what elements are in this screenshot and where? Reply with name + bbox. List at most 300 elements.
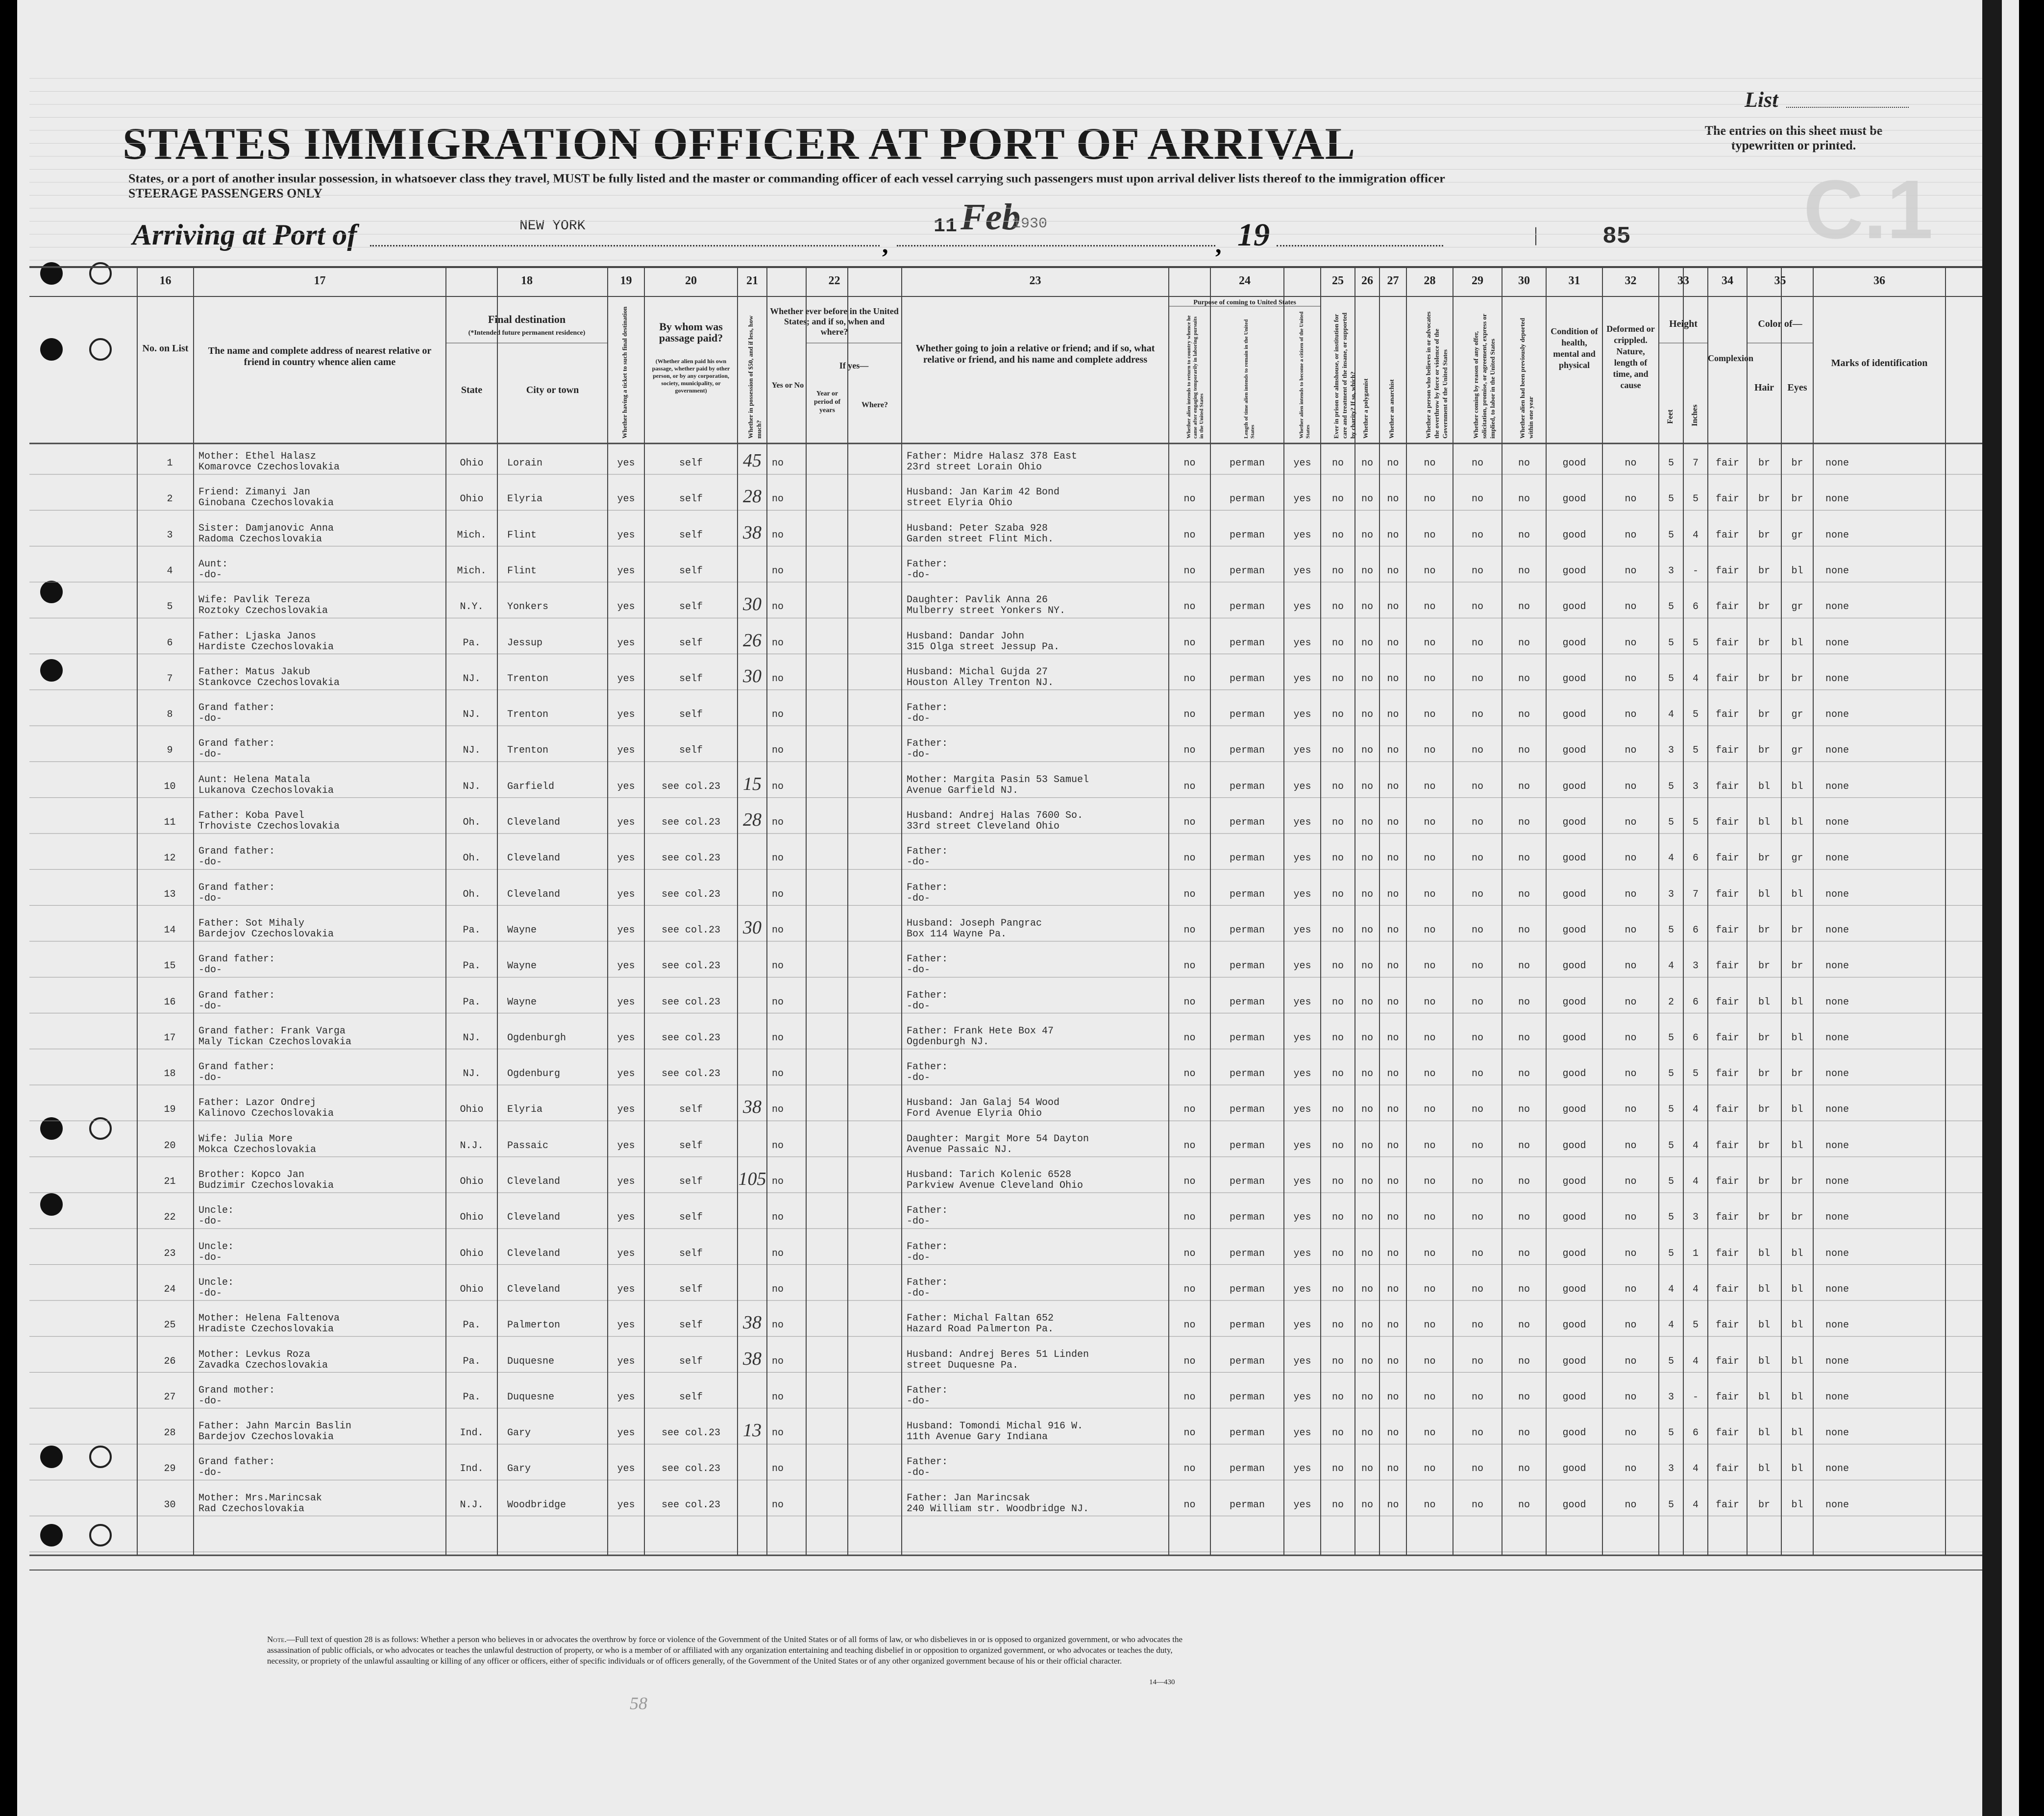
nearest-relative-line2: Bardejov Czechoslovakia — [198, 928, 334, 940]
cell-ret: no — [1183, 529, 1196, 541]
cell-def: no — [1625, 1068, 1637, 1080]
cell-no: 23 — [164, 1248, 176, 1259]
money-amount: 38 — [743, 1312, 762, 1333]
cell-p26: no — [1361, 1212, 1373, 1224]
cell-def: no — [1625, 1391, 1637, 1403]
cell-ft: 5 — [1668, 1068, 1674, 1080]
cell-cit: yes — [1293, 601, 1311, 613]
cell-state: Pa. — [463, 924, 481, 936]
cell-before: no — [772, 673, 784, 685]
joining-relative-line1: Husband: Michal Gujda 27 — [907, 666, 1048, 678]
cell-len: perman — [1229, 601, 1265, 613]
joining-relative-line2: Avenue Garfield NJ. — [907, 785, 1019, 796]
cell-no: 6 — [167, 637, 173, 649]
cell-len: perman — [1229, 1068, 1265, 1080]
cell-ret: no — [1183, 1140, 1196, 1152]
joining-relative-line2: -do- — [907, 1287, 931, 1299]
nearest-relative-line2: Bardejov Czechoslovakia — [198, 1431, 334, 1443]
cell-paid: self — [679, 1248, 703, 1259]
cell-cit: yes — [1293, 853, 1311, 864]
cell-comp: fair — [1715, 1499, 1739, 1511]
cell-state: NJ. — [463, 1032, 481, 1044]
cell-in: - — [1692, 1391, 1699, 1403]
cell-comp: fair — [1715, 1176, 1739, 1187]
cell-cit: yes — [1293, 924, 1311, 936]
cell-in: 4 — [1692, 673, 1699, 685]
cell-ret: no — [1183, 1176, 1196, 1187]
cell-marks: none — [1825, 924, 1849, 936]
nearest-relative-line1: Grand father: — [198, 989, 275, 1001]
cell-ticket: yes — [617, 709, 635, 721]
joining-relative-line2: 23rd street Lorain Ohio — [907, 462, 1042, 473]
cell-health: good — [1562, 458, 1586, 469]
cell-cit: yes — [1293, 493, 1311, 505]
cell-p29: no — [1471, 853, 1483, 864]
cell-p25: no — [1331, 1140, 1344, 1152]
cell-paid: see col.23 — [661, 1499, 721, 1511]
cell-def: no — [1625, 637, 1637, 649]
cell-eyes: br — [1791, 1176, 1803, 1187]
cell-no: 15 — [164, 960, 176, 972]
cell-health: good — [1562, 601, 1586, 613]
cell-len: perman — [1229, 673, 1265, 685]
col36-label: Marks of identification — [1831, 358, 1928, 368]
joining-relative-line1: Father: — [907, 702, 948, 714]
nearest-relative-line1: Grand father: Frank Varga — [198, 1025, 346, 1037]
nearest-relative-line1: Father: Ljaska Janos — [198, 630, 317, 642]
cell-p25: no — [1331, 1248, 1344, 1259]
cell-cit: yes — [1293, 1176, 1311, 1187]
cell-hair: br — [1758, 601, 1770, 613]
year-prefix: 19 — [1237, 217, 1270, 253]
cell-p29: no — [1471, 1320, 1483, 1331]
col19-label: Whether having a ticket to such final destination — [620, 306, 628, 439]
cell-p28: no — [1424, 888, 1436, 900]
cell-eyes: br — [1791, 673, 1803, 685]
cell-p25: no — [1331, 601, 1344, 613]
cell-paid: self — [679, 673, 703, 685]
cell-ret: no — [1183, 637, 1196, 649]
cell-p27: no — [1387, 1176, 1399, 1187]
cell-p28: no — [1424, 817, 1436, 828]
cell-hair: bl — [1758, 1391, 1770, 1403]
cell-ticket: yes — [617, 745, 635, 757]
cell-p27: no — [1387, 493, 1399, 505]
cell-p25: no — [1331, 745, 1344, 757]
cell-in: 5 — [1692, 637, 1699, 649]
nearest-relative-line1: Uncle: — [198, 1241, 234, 1252]
cell-def: no — [1625, 673, 1637, 685]
nearest-relative-line1: Friend: Zimanyi Jan — [198, 487, 311, 498]
cell-p29: no — [1471, 960, 1483, 972]
cell-state: Ohio — [460, 1248, 484, 1259]
cell-cit: yes — [1293, 1032, 1311, 1044]
cell-ticket: yes — [617, 781, 635, 792]
cell-p29: no — [1471, 529, 1483, 541]
cell-ticket: yes — [617, 1355, 635, 1367]
intro-sentence: States, or a port of another insular possession, in whatsoever class they travel, MUST be fully listed and the master or commanding officer of each vessel carrying such passengers must upon arrival deliver lists thereof to the immigration officer — [128, 172, 1445, 186]
cell-health: good — [1562, 1104, 1586, 1116]
cell-before: no — [772, 1391, 784, 1403]
cell-eyes: gr — [1791, 709, 1803, 721]
column-number: 25 — [1332, 274, 1344, 287]
cell-ft: 5 — [1668, 493, 1674, 505]
cell-ticket: yes — [617, 565, 635, 577]
cell-p28: no — [1424, 1068, 1436, 1080]
cell-marks: none — [1825, 1355, 1849, 1367]
cell-p30: no — [1518, 1176, 1530, 1187]
nearest-relative-line2: Komarovce Czechoslovakia — [198, 462, 340, 473]
cell-ret: no — [1183, 960, 1196, 972]
cell-marks: none — [1825, 888, 1849, 900]
cell-state: Pa. — [463, 637, 481, 649]
cell-p26: no — [1361, 1391, 1373, 1403]
cell-p29: no — [1471, 1355, 1483, 1367]
cell-p25: no — [1331, 1320, 1344, 1331]
nearest-relative-line2: Trhoviste Czechoslovakia — [198, 821, 340, 832]
cell-cit: yes — [1293, 1463, 1311, 1475]
port-value: NEW YORK — [519, 219, 586, 234]
cell-ret: no — [1183, 996, 1196, 1008]
cell-cit: yes — [1293, 1140, 1311, 1152]
cell-paid: self — [679, 529, 703, 541]
cell-p29: no — [1471, 1176, 1483, 1187]
cell-paid: self — [679, 637, 703, 649]
cell-p30: no — [1518, 1212, 1530, 1224]
cell-p27: no — [1387, 924, 1399, 936]
nearest-relative-line2: Hradiste Czechoslovakia — [198, 1324, 334, 1335]
cell-eyes: gr — [1791, 529, 1803, 541]
cell-in: 4 — [1692, 1104, 1699, 1116]
nearest-relative-line2: -do- — [198, 892, 222, 904]
cell-ft: 2 — [1668, 996, 1674, 1008]
cell-len: perman — [1229, 1320, 1265, 1331]
nearest-relative-line2: -do- — [198, 749, 222, 761]
cell-no: 13 — [164, 888, 176, 900]
cell-p26: no — [1361, 673, 1373, 685]
footnote — [267, 1634, 1188, 1667]
column-number: 31 — [1568, 274, 1580, 287]
joining-relative-line2: Houston Alley Trenton NJ. — [907, 677, 1054, 688]
cell-before: no — [772, 565, 784, 577]
column-number: 21 — [746, 274, 758, 287]
cell-len: perman — [1229, 924, 1265, 936]
cell-p27: no — [1387, 601, 1399, 613]
nearest-relative-line2: Maly Tickan Czechoslovakia — [198, 1036, 352, 1048]
cell-ft: 5 — [1668, 1499, 1674, 1511]
cell-state: N.J. — [460, 1499, 484, 1511]
cell-p27: no — [1387, 1283, 1399, 1295]
column-number: 16 — [159, 274, 172, 287]
cell-health: good — [1562, 1248, 1586, 1259]
cell-city: Cleveland — [507, 888, 561, 900]
cell-before: no — [772, 745, 784, 757]
cell-p26: no — [1361, 1032, 1373, 1044]
cell-no: 19 — [164, 1104, 176, 1116]
cell-def: no — [1625, 817, 1637, 828]
cell-p25: no — [1331, 529, 1344, 541]
cell-state: NJ. — [463, 1068, 481, 1080]
cell-cit: yes — [1293, 1068, 1311, 1080]
cell-ret: no — [1183, 1355, 1196, 1367]
nearest-relative-line1: Uncle: — [198, 1205, 234, 1217]
cell-in: 3 — [1692, 781, 1699, 792]
cell-ft: 4 — [1668, 1283, 1674, 1295]
joining-relative-line2: -do- — [907, 892, 931, 904]
cell-comp: fair — [1715, 960, 1739, 972]
cell-p26: no — [1361, 709, 1373, 721]
cell-ft: 5 — [1668, 673, 1674, 685]
cell-ret: no — [1183, 1463, 1196, 1475]
cell-p29: no — [1471, 1283, 1483, 1295]
cell-len: perman — [1229, 1104, 1265, 1116]
cell-ticket: yes — [617, 458, 635, 469]
cell-ret: no — [1183, 709, 1196, 721]
cell-in: 4 — [1692, 1463, 1699, 1475]
nearest-relative-line1: Mother: Levkus Roza — [198, 1349, 311, 1360]
cell-state: N.Y. — [460, 601, 484, 613]
cell-def: no — [1625, 1463, 1637, 1475]
cell-paid: see col.23 — [661, 1463, 721, 1475]
cell-p27: no — [1387, 565, 1399, 577]
cell-in: 4 — [1692, 1355, 1699, 1367]
joining-relative-line1: Mother: Margita Pasin 53 Samuel — [907, 774, 1089, 785]
cell-comp: fair — [1715, 1104, 1739, 1116]
cell-no: 7 — [167, 673, 173, 685]
cell-city: Cleveland — [507, 817, 561, 828]
column-number: 28 — [1424, 274, 1436, 287]
cell-comp: fair — [1715, 1032, 1739, 1044]
cell-in: 5 — [1692, 1320, 1699, 1331]
cell-health: good — [1562, 1427, 1586, 1439]
cell-eyes: bl — [1791, 1355, 1803, 1367]
joining-relative-line1: Father: Midre Halasz 378 East — [907, 451, 1078, 462]
cell-in: 6 — [1692, 996, 1699, 1008]
cell-ret: no — [1183, 1499, 1196, 1511]
cell-no: 22 — [164, 1212, 176, 1224]
cell-city: Cleveland — [507, 1176, 561, 1187]
cell-len: perman — [1229, 637, 1265, 649]
nearest-relative-line2: Stankovce Czechoslovakia — [198, 677, 340, 688]
cell-p30: no — [1518, 996, 1530, 1008]
cell-hair: br — [1758, 1212, 1770, 1224]
cell-state: Ohio — [460, 1104, 484, 1116]
nearest-relative-line1: Grand father: — [198, 1061, 275, 1073]
cell-city: Wayne — [507, 924, 537, 936]
cell-state: Ohio — [460, 1283, 484, 1295]
cell-ft: 5 — [1668, 924, 1674, 936]
cell-len: perman — [1229, 1248, 1265, 1259]
cell-p26: no — [1361, 529, 1373, 541]
cell-p25: no — [1331, 565, 1344, 577]
cell-len: perman — [1229, 1176, 1265, 1187]
cell-before: no — [772, 1212, 784, 1224]
cell-p28: no — [1424, 1283, 1436, 1295]
joining-relative-line1: Daughter: Pavlik Anna 26 — [907, 594, 1048, 606]
cell-p25: no — [1331, 673, 1344, 685]
cell-state: Ohio — [460, 1212, 484, 1224]
cell-p30: no — [1518, 1499, 1530, 1511]
form-code: 14—430 — [1149, 1678, 1175, 1686]
steerage-label: STEERAGE PASSENGERS ONLY — [128, 186, 322, 200]
cell-hair: bl — [1758, 996, 1770, 1008]
nearest-relative-line2: -do- — [198, 1000, 222, 1012]
cell-health: good — [1562, 1212, 1586, 1224]
cell-marks: none — [1825, 565, 1849, 577]
cell-p26: no — [1361, 960, 1373, 972]
cell-paid: self — [679, 1104, 703, 1116]
cell-health: good — [1562, 709, 1586, 721]
joining-relative-line1: Husband: Jan Karim 42 Bond — [907, 487, 1060, 498]
cell-state: Oh. — [463, 853, 481, 864]
cell-p26: no — [1361, 1355, 1373, 1367]
col24-label: Purpose of coming to United States — [1193, 299, 1296, 306]
cell-p26: no — [1361, 853, 1373, 864]
cell-eyes: bl — [1791, 996, 1803, 1008]
cell-p27: no — [1387, 1104, 1399, 1116]
nearest-relative-line2: -do- — [198, 713, 222, 725]
cell-p27: no — [1387, 1248, 1399, 1259]
joining-relative-line2: -do- — [907, 964, 931, 976]
cell-p26: no — [1361, 493, 1373, 505]
nearest-relative-line1: Wife: Pavlik Tereza — [198, 594, 311, 606]
cell-in: 3 — [1692, 960, 1699, 972]
cell-before: no — [772, 601, 784, 613]
cell-cit: yes — [1293, 709, 1311, 721]
cell-eyes: bl — [1791, 1427, 1803, 1439]
joining-relative-line1: Husband: Andrej Beres 51 Linden — [907, 1349, 1089, 1360]
nearest-relative-line1: Aunt: Helena Matala — [198, 774, 311, 785]
cell-len: perman — [1229, 888, 1265, 900]
cell-no: 11 — [164, 817, 176, 828]
cell-health: good — [1562, 781, 1586, 792]
cell-ticket: yes — [617, 1463, 635, 1475]
nearest-relative-line1: Mother: Mrs.Marincsak — [198, 1492, 322, 1504]
cell-marks: none — [1825, 1212, 1849, 1224]
cell-no: 30 — [164, 1499, 176, 1511]
cell-p26: no — [1361, 817, 1373, 828]
cell-comp: fair — [1715, 1212, 1739, 1224]
cell-comp: fair — [1715, 924, 1739, 936]
cell-no: 29 — [164, 1463, 176, 1475]
cell-ret: no — [1183, 565, 1196, 577]
column-number: 23 — [1029, 274, 1041, 287]
cell-p27: no — [1387, 1212, 1399, 1224]
cell-p27: no — [1387, 888, 1399, 900]
cell-comp: fair — [1715, 853, 1739, 864]
cell-p25: no — [1331, 1355, 1344, 1367]
cell-p25: no — [1331, 1391, 1344, 1403]
column-number: 32 — [1625, 274, 1637, 287]
footnote-lead: Note. — [267, 1635, 287, 1644]
joining-relative-line2: Ford Avenue Elyria Ohio — [907, 1108, 1042, 1120]
joining-relative-line2: street Elyria Ohio — [907, 497, 1013, 509]
cell-in: 6 — [1692, 1427, 1699, 1439]
cell-ticket: yes — [617, 1283, 635, 1295]
cell-marks: none — [1825, 529, 1849, 541]
cell-no: 9 — [167, 745, 173, 757]
cell-hair: br — [1758, 1176, 1770, 1187]
cell-ft: 3 — [1668, 565, 1674, 577]
cell-health: good — [1562, 1283, 1586, 1295]
cell-p25: no — [1331, 888, 1344, 900]
cell-p27: no — [1387, 781, 1399, 792]
cell-health: good — [1562, 960, 1586, 972]
cell-hair: br — [1758, 529, 1770, 541]
joining-relative-line2: -do- — [907, 569, 931, 581]
cell-ft: 4 — [1668, 960, 1674, 972]
cell-city: Gary — [507, 1463, 531, 1475]
cell-state: Ohio — [460, 458, 484, 469]
col23-label: Whether going to join a relative or friend; and if so, what relative or friend, and his name and complete address — [915, 343, 1155, 365]
cell-ft: 5 — [1668, 1176, 1674, 1187]
cell-marks: none — [1825, 1176, 1849, 1187]
cell-p30: no — [1518, 1391, 1530, 1403]
col35-hair: Hair — [1754, 382, 1774, 393]
cell-state: NJ. — [463, 673, 481, 685]
cell-hair: bl — [1758, 1320, 1770, 1331]
cell-p29: no — [1471, 1391, 1483, 1403]
joining-relative-line1: Husband: Peter Szaba 928 — [907, 522, 1048, 534]
cell-p28: no — [1424, 745, 1436, 757]
cell-ticket: yes — [617, 1391, 635, 1403]
cell-before: no — [772, 458, 784, 469]
cell-ret: no — [1183, 1427, 1196, 1439]
nearest-relative-line1: Grand father: — [198, 882, 275, 893]
cell-p29: no — [1471, 745, 1483, 757]
cell-city: Ogdenburgh — [507, 1032, 566, 1044]
cell-ret: no — [1183, 1104, 1196, 1116]
nearest-relative-line1: Grand father: — [198, 846, 275, 858]
cell-state: Pa. — [463, 1391, 481, 1403]
cell-city: Elyria — [507, 493, 543, 505]
cell-in: 4 — [1692, 1140, 1699, 1152]
cell-p28: no — [1424, 1427, 1436, 1439]
joining-relative-line1: Husband: Dandar John — [907, 630, 1025, 642]
cell-health: good — [1562, 1032, 1586, 1044]
cell-cit: yes — [1293, 960, 1311, 972]
cell-paid: see col.23 — [661, 888, 721, 900]
cell-p30: no — [1518, 1248, 1530, 1259]
cell-p26: no — [1361, 1176, 1373, 1187]
col18-sub: (*Intended future permanent residence) — [468, 329, 586, 337]
col24-c: Whether alien intends to become a citizen of the United States — [1298, 311, 1311, 439]
cell-marks: none — [1825, 1068, 1849, 1080]
cell-no: 20 — [164, 1140, 176, 1152]
cell-def: no — [1625, 745, 1637, 757]
cell-p28: no — [1424, 1248, 1436, 1259]
cell-before: no — [772, 1283, 784, 1295]
cell-p27: no — [1387, 1320, 1399, 1331]
cell-eyes: br — [1791, 493, 1803, 505]
cell-comp: fair — [1715, 745, 1739, 757]
cell-in: 6 — [1692, 853, 1699, 864]
cell-marks: none — [1825, 853, 1849, 864]
cell-p28: no — [1424, 493, 1436, 505]
cell-comp: fair — [1715, 1068, 1739, 1080]
cell-city: Cleveland — [507, 853, 561, 864]
cell-def: no — [1625, 1283, 1637, 1295]
cell-state: NJ. — [463, 709, 481, 721]
cell-eyes: bl — [1791, 888, 1803, 900]
cell-def: no — [1625, 1032, 1637, 1044]
col30-label: Whether alien had been previously deported within one year — [1519, 318, 1534, 439]
cell-health: good — [1562, 673, 1586, 685]
cell-p27: no — [1387, 637, 1399, 649]
cell-paid: see col.23 — [661, 817, 721, 828]
cell-state: Ind. — [460, 1427, 484, 1439]
joining-relative-line1: Father: — [907, 954, 948, 965]
